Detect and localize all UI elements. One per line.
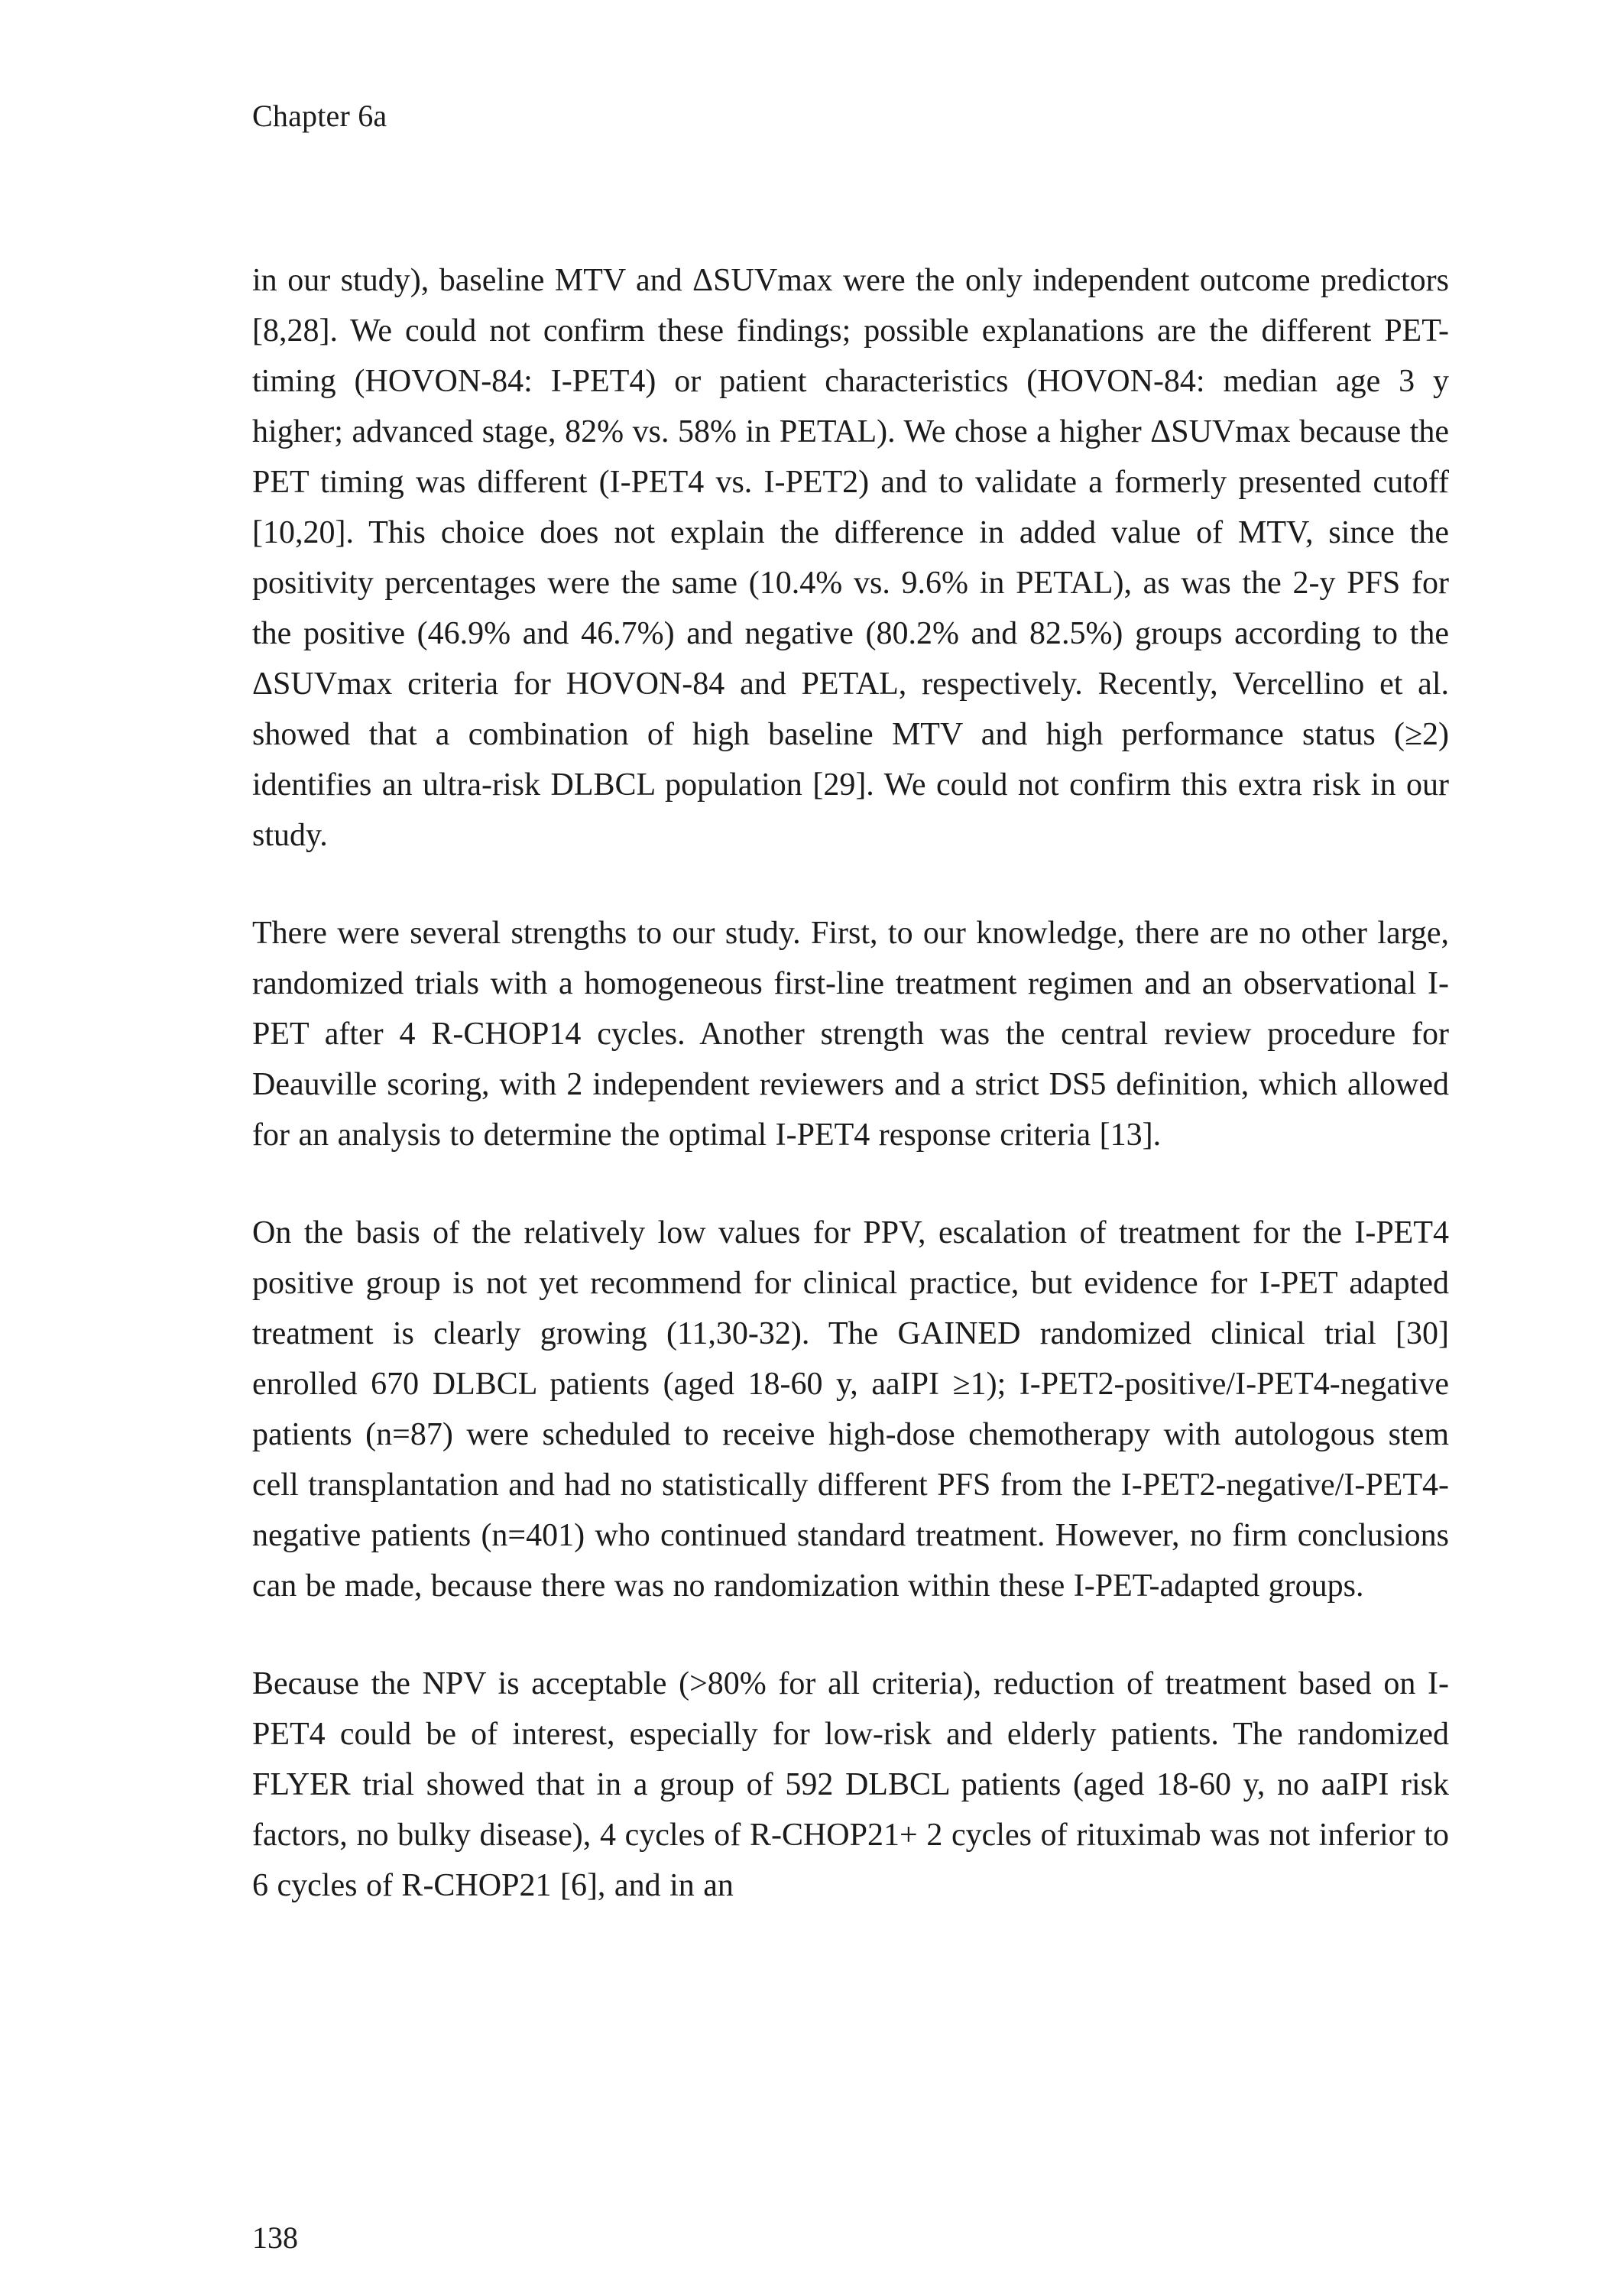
paragraph-2: There were several strengths to our study. First, to our knowledge, there are no other large, randomized trials with a homogeneous first-line treatment regimen and an observational I-PET after 4 R-CHOP14 cycles. Another strength was the central review procedure for Deauville scoring, with 2 independent reviewers and a strict DS5 definition, which allowed for an analysis to determine the optimal I-PET4 response criteria [13]. [252, 916, 1449, 1153]
page-number: 138 [252, 2220, 298, 2255]
body-text [252, 255, 1449, 1911]
paragraph-3: On the basis of the relatively low values for PPV, escalation of treatment for the I-PET4 positive group is not yet recommend for clinical practice, but evidence for I-PET adapted treatment is clearly growing (11,30-32). The GAINED randomized clinical trial [30] enrolled 670 DLBCL patients (aged 18-60 y, aaIPI ≥1); I-PET2-positive/I-PET4-negative patients (n=87) were scheduled to receive high-dose chemotherapy with autologous stem cell transplantation and had no statistically different PFS from the I-PET2-negative/I-PET4-negative patients (n=401) who continued standard treatment. However, no firm conclusions can be made, because there was no randomization within these I-PET-adapted groups. [252, 1215, 1449, 1604]
paragraph-1: in our study), baseline MTV and ΔSUVmax were the only independent outcome predictors [8,28]. We could not confirm these findings; possible explanations are the different PET-timing (HOVON-84: I-PET4) or patient characteristics (HOVON-84: median age 3 y higher; advanced stage, 82% vs. 58% in PETAL). We chose a higher ΔSUVmax because the PET timing was different (I-PET4 vs. I-PET2) and to validate a formerly presented cutoff [10,20]. This choice does not explain the difference in added value of MTV, since the positivity percentages were the same (10.4% vs. 9.6% in PETAL), as was the 2-y PFS for the positive (46.9% and 46.7%) and negative (80.2% and 82.5%) groups according to the ΔSUVmax criteria for HOVON-84 and PETAL, respectively. Recently, Vercellino et al. showed that a combination of high baseline MTV and high performance status (≥2) identifies an ultra-risk DLBCL population [29]. We could not confirm this extra risk in our study. [252, 263, 1449, 853]
running-head: Chapter 6a [252, 99, 387, 133]
paragraph-4: Because the NPV is acceptable (>80% for all criteria), reduction of treatment based on I-PET4 could be of interest, especially for low-risk and elderly patients. The randomized FLYER trial showed that in a group of 592 DLBCL patients (aged 18-60 y, no aaIPI risk factors, no bulky disease), 4 cycles of R-CHOP21+ 2 cycles of rituximab was not inferior to 6 cycles of R-CHOP21 [6], and in an [252, 1666, 1449, 1903]
